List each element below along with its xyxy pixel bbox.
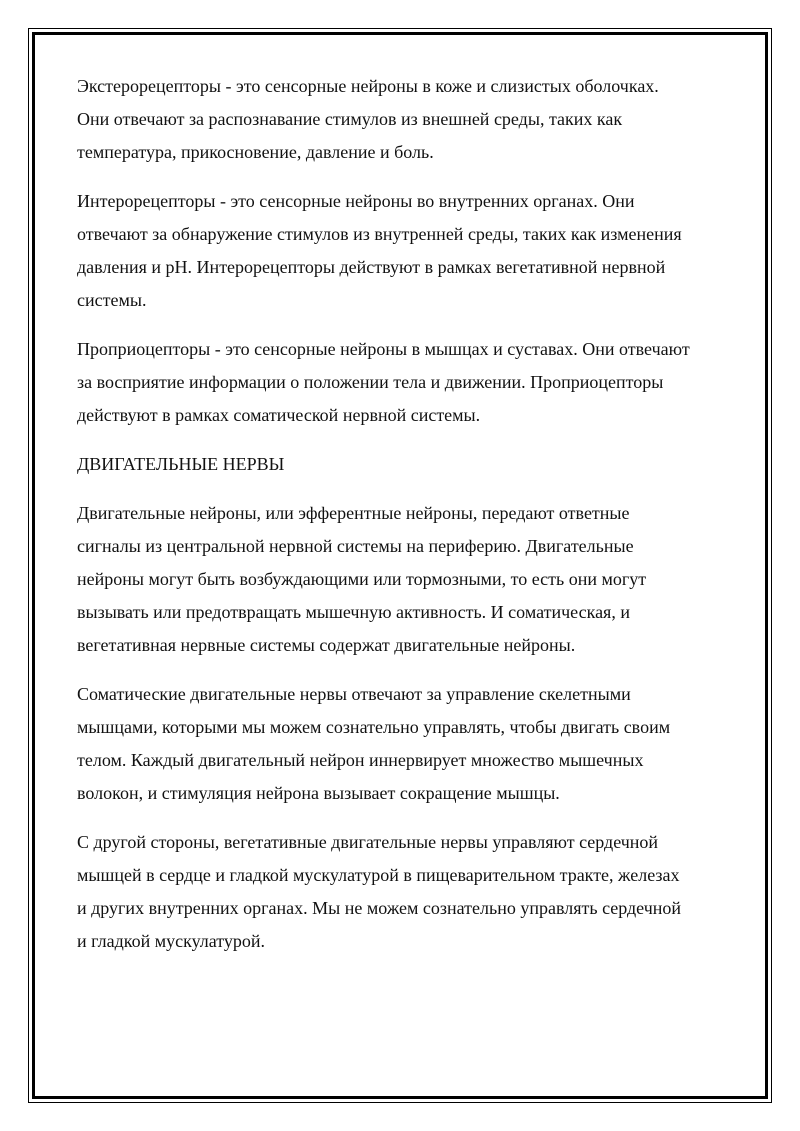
- text-line: вегетативная нервные системы содержат двигательные нейроны.: [77, 635, 576, 655]
- text-line: и гладкой мускулатурой.: [77, 931, 266, 951]
- text-line: Они отвечают за распознавание стимулов из внешней среды, таких как: [77, 109, 623, 129]
- text-line: сигналы из центральной нервной системы на периферию. Двигательные: [77, 536, 634, 556]
- heading-text: ДВИГАТЕЛЬНЫЕ НЕРВЫ: [77, 454, 285, 474]
- document-body: [77, 70, 737, 974]
- text-line: за восприятие информации о положении тела и движении. Проприоцепторы: [77, 372, 664, 392]
- text-line: Двигательные нейроны, или эфферентные нейроны, передают ответные: [77, 503, 630, 523]
- text-line: волокон, и стимуляция нейрона вызывает сокращение мышцы.: [77, 783, 560, 803]
- paragraph-autonomic-motor: [77, 826, 737, 958]
- text-line: действуют в рамках соматической нервной системы.: [77, 405, 481, 425]
- text-line: телом. Каждый двигательный нейрон иннервирует множество мышечных: [77, 750, 644, 770]
- text-line: Проприоцепторы - это сенсорные нейроны в мышцах и суставах. Они отвечают: [77, 339, 690, 359]
- paragraph-motor-neurons: [77, 497, 737, 662]
- paragraph-proprioceptors: [77, 333, 737, 432]
- text-line: Экстерорецепторы - это сенсорные нейроны в коже и слизистых оболочках.: [77, 76, 659, 96]
- paragraph-exteroceptors: [77, 70, 737, 169]
- section-heading: [77, 448, 737, 481]
- text-line: С другой стороны, вегетативные двигательные нервы управляют сердечной: [77, 832, 659, 852]
- text-line: Соматические двигательные нервы отвечают за управление скелетными: [77, 684, 631, 704]
- text-line: нейроны могут быть возбуждающими или тормозными, то есть они могут: [77, 569, 647, 589]
- paragraph-somatic-motor: [77, 678, 737, 810]
- text-line: температура, прикосновение, давление и боль.: [77, 142, 434, 162]
- text-line: отвечают за обнаружение стимулов из внутренней среды, таких как изменения: [77, 224, 682, 244]
- text-line: мышцами, которыми мы можем сознательно управлять, чтобы двигать своим: [77, 717, 671, 737]
- text-line: мышцей в сердце и гладкой мускулатурой в пищеварительном тракте, железах: [77, 865, 680, 885]
- text-line: вызывать или предотвращать мышечную активность. И соматическая, и: [77, 602, 630, 622]
- paragraph-interoceptors: [77, 185, 737, 317]
- text-line: Интерорецепторы - это сенсорные нейроны во внутренних органах. Они: [77, 191, 635, 211]
- text-line: и других внутренних органах. Мы не можем сознательно управлять сердечной: [77, 898, 682, 918]
- text-line: системы.: [77, 290, 147, 310]
- text-line: давления и рН. Интерорецепторы действуют в рамках вегетативной нервной: [77, 257, 666, 277]
